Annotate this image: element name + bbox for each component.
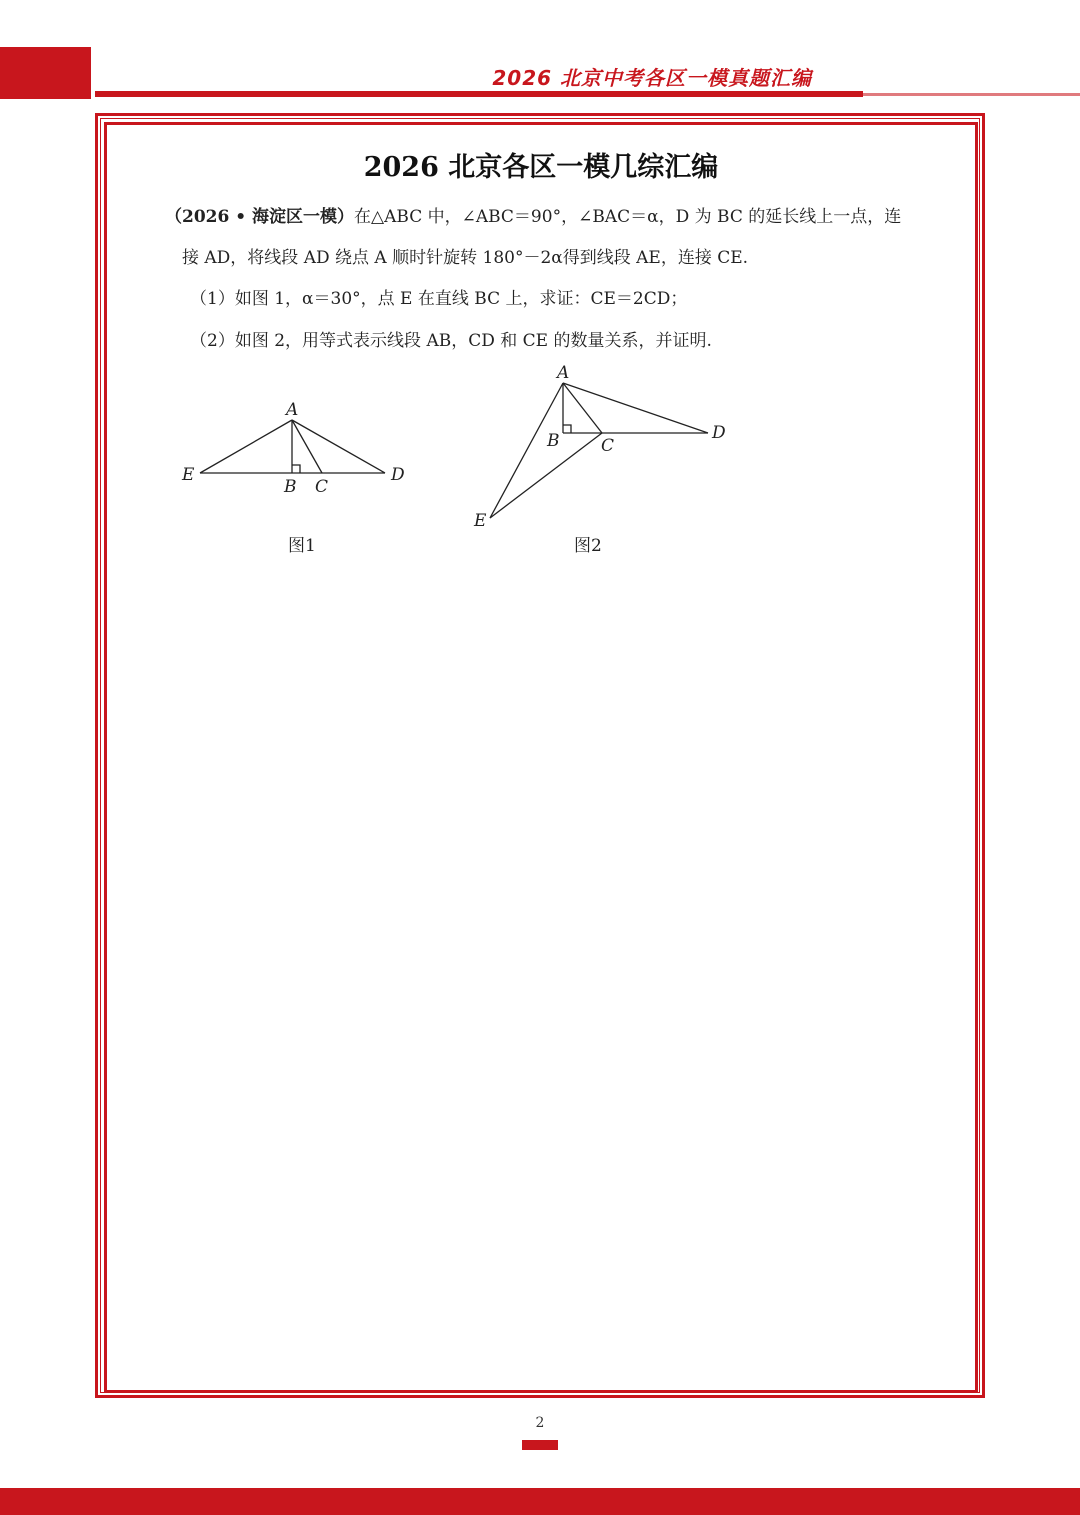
header-rule-extension — [863, 93, 1080, 96]
fig1-label-D: D — [391, 465, 405, 485]
figure-2-caption: 图2 — [574, 536, 602, 556]
header-corner-block — [0, 47, 91, 99]
page-frame-inner — [104, 122, 978, 1393]
problem-part-2: （2）如图 2，用等式表示线段 AB，CD 和 CE 的数量关系，并证明. — [190, 331, 712, 351]
fig2-right-angle-mark — [563, 425, 571, 433]
fig1-label-E: E — [182, 465, 195, 485]
fig1-label-B: B — [284, 477, 297, 497]
page-number-underline — [522, 1440, 558, 1450]
fig2-label-C: C — [601, 436, 615, 456]
header-title: 2026 北京中考各区一模真题汇编 — [492, 66, 812, 90]
fig2-label-B: B — [547, 431, 560, 451]
fig2-segment-CE — [490, 433, 602, 518]
problem-line-1 — [165, 207, 901, 227]
fig2-label-A: A — [557, 363, 570, 383]
fig1-label-A: A — [286, 400, 299, 420]
figure-2-diagram — [460, 360, 750, 535]
footer-bar — [0, 1488, 1080, 1515]
problem-part-1: （1）如图 1，α＝30°，点 E 在直线 BC 上，求证：CE＝2CD； — [190, 289, 688, 309]
fig1-segment-AD — [292, 420, 385, 473]
fig1-label-C: C — [315, 477, 329, 497]
header-rule — [95, 91, 863, 97]
fig2-segment-AD — [563, 383, 708, 433]
fig1-segment-AE — [200, 420, 292, 473]
fig2-label-E: E — [474, 511, 487, 531]
fig2-label-D: D — [712, 423, 726, 443]
problem-statement-part-2: 接 AD，将线段 AD 绕点 A 顺时针旋转 180°－2α得到线段 AE，连接 CE. — [182, 248, 749, 268]
figure-1-caption: 图1 — [288, 536, 316, 556]
problem-source: （2026 • 海淀区一模） — [165, 207, 355, 227]
fig1-right-angle-mark — [292, 465, 300, 473]
page-number: 2 — [535, 1415, 545, 1431]
figure-1-diagram — [170, 395, 430, 505]
problem-statement-part-1: 在△ABC 中，∠ABC＝90°，∠BAC＝α，D 为 BC 的延长线上一点，连 — [354, 207, 902, 227]
document-title: 2026 北京各区一模几综汇编 — [363, 152, 719, 183]
